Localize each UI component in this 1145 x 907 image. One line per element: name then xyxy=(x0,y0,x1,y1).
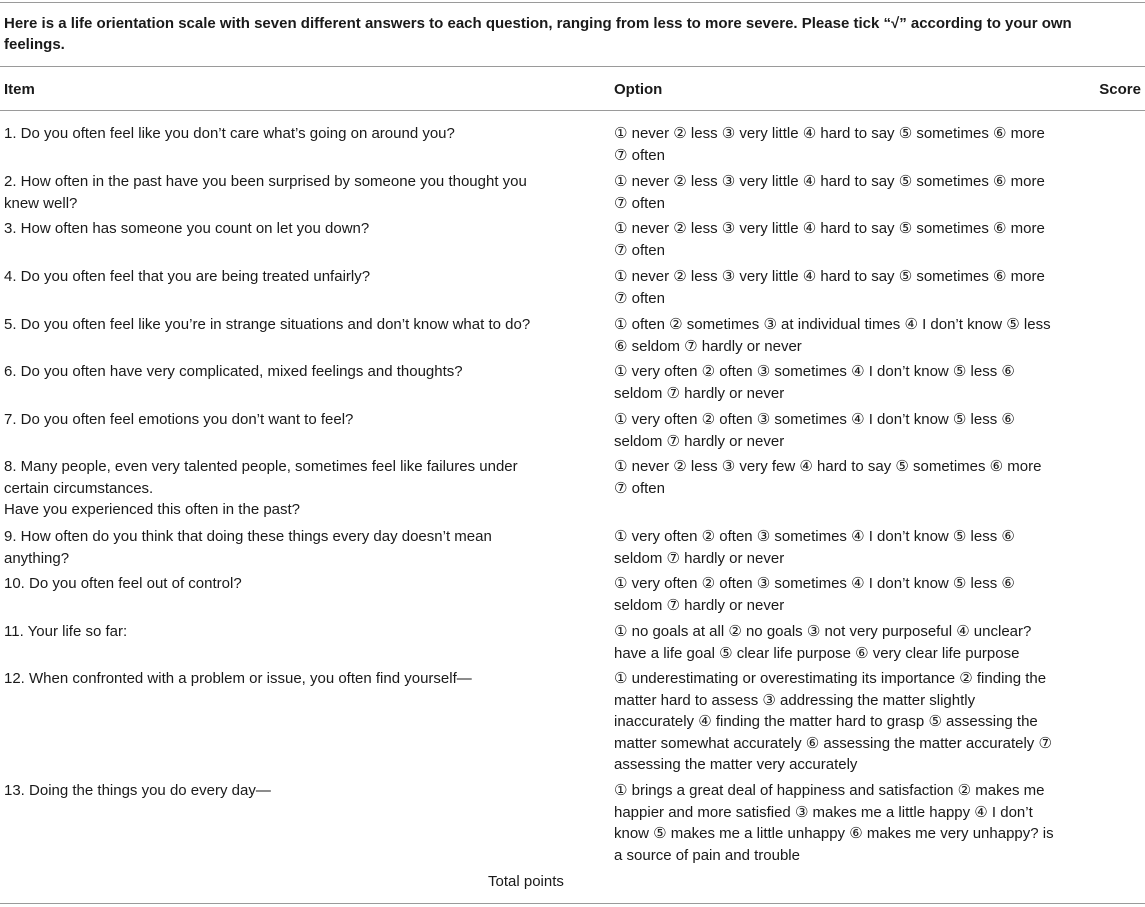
option-text: ① never ② less ③ very little ④ hard to say ⑤ sometimes ⑥ more ⑦ often xyxy=(614,268,1045,307)
table-bottom-rule xyxy=(0,903,1145,904)
item-text: 12. When confronted with a problem or issue, you often find yourself— xyxy=(4,670,472,687)
option-text: ① very often ② often ③ sometimes ④ I don’t know ⑤ less ⑥ seldom ⑦ hardly or never xyxy=(614,363,1015,402)
header-top-rule xyxy=(0,66,1145,67)
option-text: ① very often ② often ③ sometimes ④ I don’t know ⑤ less ⑥ seldom ⑦ hardly or never xyxy=(614,528,1015,567)
option-text: ① very often ② often ③ sometimes ④ I don’t know ⑤ less ⑥ seldom ⑦ hardly or never xyxy=(614,575,1015,614)
column-header-score: Score xyxy=(1099,81,1141,98)
item-text-main: 8. Many people, even very talented people, sometimes feel like failures under certain circumstances. xyxy=(4,458,518,497)
item-text-extra: Have you experienced this often in the past? xyxy=(4,501,301,518)
column-header-item: Item xyxy=(4,81,35,98)
item-text: 1. Do you often feel like you don’t care what’s going on around you? xyxy=(4,125,455,142)
option-text: ① very often ② often ③ sometimes ④ I don’t know ⑤ less ⑥ seldom ⑦ hardly or never xyxy=(614,411,1015,450)
item-text: 11. Your life so far: xyxy=(4,623,128,640)
option-text: ① no goals at all ② no goals ③ not very purposeful ④ unclear? have a life goal ⑤ clear life purpose ⑥ very clear life purpose xyxy=(614,623,1032,662)
item-text: 4. Do you often feel that you are being treated unfairly? xyxy=(4,268,371,285)
item-text xyxy=(4,456,534,521)
option-text: ① never ② less ③ very little ④ hard to say ⑤ sometimes ⑥ more ⑦ often xyxy=(614,220,1045,259)
item-text: 5. Do you often feel like you’re in strange situations and don’t know what to do? xyxy=(4,316,531,333)
total-points-label: Total points xyxy=(488,873,564,890)
item-text: 10. Do you often feel out of control? xyxy=(4,575,242,592)
item-text: 13. Doing the things you do every day— xyxy=(4,782,271,799)
item-text: 9. How often do you think that doing these things every day doesn’t mean anything? xyxy=(4,528,492,567)
table-caption: Here is a life orientation scale with seven different answers to each question, ranging from less to more severe. Please tick “√” according to your own feelings. xyxy=(4,15,1072,53)
item-text: 2. How often in the past have you been surprised by someone you thought you knew well? xyxy=(4,173,527,212)
option-text: ① brings a great deal of happiness and satisfaction ② makes me happier and more satisfied ③ makes me a little happy ④ I don’t know ⑤ makes me a little unhappy ⑥ makes me very unhappy? is a source of pain and trouble xyxy=(614,782,1054,864)
item-text: 6. Do you often have very complicated, mixed feelings and thoughts? xyxy=(4,363,463,380)
option-text: ① never ② less ③ very little ④ hard to say ⑤ sometimes ⑥ more ⑦ often xyxy=(614,173,1045,212)
option-text: ① often ② sometimes ③ at individual times ④ I don’t know ⑤ less ⑥ seldom ⑦ hardly or never xyxy=(614,316,1051,355)
item-text: 7. Do you often feel emotions you don’t want to feel? xyxy=(4,411,354,428)
option-text: ① underestimating or overestimating its importance ② finding the matter hard to assess ③ addressing the matter slightly inaccurately ④ finding the matter hard to grasp ⑤ assessing the matter somewhat accurately ⑥ assessing the matter accurately ⑦ assessing the matter very accurately xyxy=(614,670,1052,773)
option-text: ① never ② less ③ very little ④ hard to say ⑤ sometimes ⑥ more ⑦ often xyxy=(614,125,1045,164)
table-top-rule xyxy=(0,2,1145,3)
column-header-option: Option xyxy=(614,81,663,98)
header-bottom-rule xyxy=(0,110,1145,111)
item-text: 3. How often has someone you count on let you down? xyxy=(4,220,370,237)
option-text: ① never ② less ③ very few ④ hard to say ⑤ sometimes ⑥ more ⑦ often xyxy=(614,458,1042,497)
